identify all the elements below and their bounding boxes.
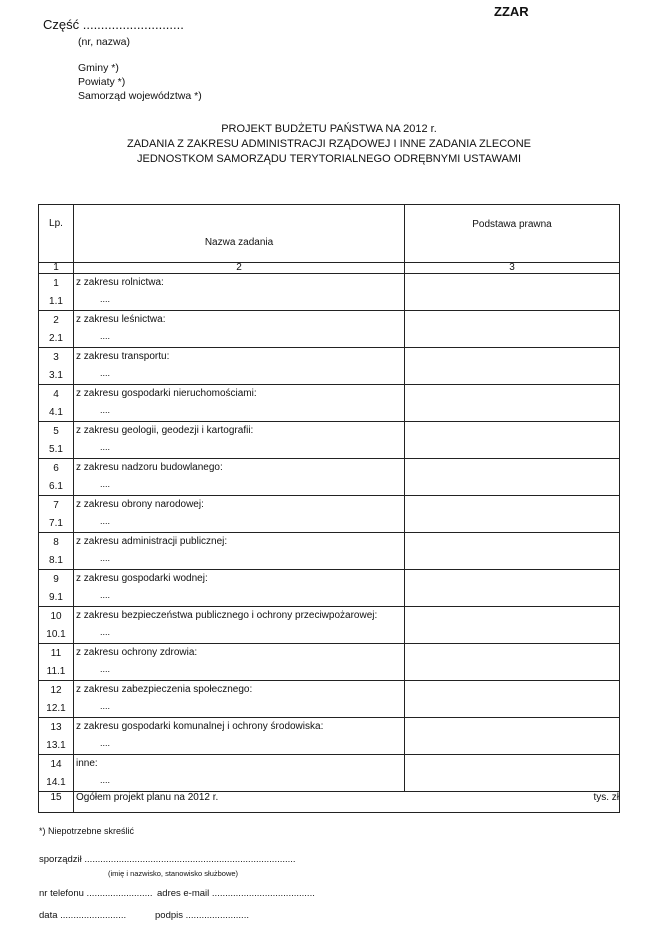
podpis-field: podpis ........................: [155, 910, 249, 921]
row-legal-basis[interactable]: [405, 607, 620, 644]
footnote: *) Niepotrzebne skreślić: [39, 826, 135, 836]
table-row: [39, 533, 620, 570]
row-sub-no: 6.1: [49, 481, 63, 492]
row-number: [39, 570, 74, 607]
row-dots: ....: [100, 701, 111, 711]
row-number: [39, 496, 74, 533]
telefon-field: nr telefonu .........................: [39, 888, 153, 899]
row-label: z zakresu leśnictwa:: [76, 314, 166, 325]
row-no: 2: [53, 315, 59, 326]
total-unit: tys. zł: [405, 792, 620, 813]
row-task-name: [74, 570, 405, 607]
row-task-name: [74, 681, 405, 718]
row-sub-no: 4.1: [49, 407, 63, 418]
table-row: [39, 570, 620, 607]
email-field: adres e-mail .......................................: [157, 888, 315, 899]
row-task-name: [74, 755, 405, 792]
row-dots: ....: [100, 590, 111, 600]
col-number-1: 1: [39, 263, 74, 274]
total-label: [74, 792, 405, 813]
row-task-name: [74, 348, 405, 385]
row-legal-basis[interactable]: [405, 422, 620, 459]
budget-table: [38, 204, 620, 813]
row-number: [39, 348, 74, 385]
table-row: [39, 385, 620, 422]
row-legal-basis[interactable]: [405, 459, 620, 496]
row-sub-no: 2.1: [49, 333, 63, 344]
row-label: z zakresu gospodarki komunalnej i ochrony środowiska:: [76, 721, 324, 732]
row-number: [39, 755, 74, 792]
row-dots: ....: [100, 775, 111, 785]
title-line-3: JEDNOSTKOM SAMORZĄDU TERYTORIALNEGO ODRĘBNYMI USTAWAMI: [136, 153, 522, 165]
table-row: [39, 348, 620, 385]
table-row: [39, 718, 620, 755]
row-no: 9: [53, 574, 59, 585]
col-number-3: 3: [405, 263, 620, 274]
header-row: [39, 205, 620, 263]
row-label: z zakresu ochrony zdrowia:: [76, 647, 198, 658]
row-sub-no: 13.1: [46, 740, 66, 751]
row-legal-basis[interactable]: [405, 718, 620, 755]
row-dots: ....: [100, 479, 111, 489]
sporzadzil-field: sporządził ................................................................................: [39, 854, 296, 865]
table-row: [39, 422, 620, 459]
row-sub-no: 10.1: [46, 629, 66, 640]
row-number: [39, 459, 74, 496]
row-no: 5: [53, 426, 59, 437]
header-name: Nazwa zadania: [74, 205, 405, 263]
table-row: [39, 607, 620, 644]
row-label: z zakresu gospodarki wodnej:: [76, 573, 208, 584]
row-number: [39, 644, 74, 681]
table-row: [39, 459, 620, 496]
row-legal-basis[interactable]: [405, 311, 620, 348]
row-task-name: [74, 274, 405, 311]
row-task-name: [74, 644, 405, 681]
row-dots: ....: [100, 664, 111, 674]
row-sub-no: 1.1: [49, 296, 63, 307]
title-line-2: ZADANIA Z ZAKRESU ADMINISTRACJI RZĄDOWEJ I INNE ZADANIA ZLECONE: [127, 138, 531, 150]
row-legal-basis[interactable]: [405, 533, 620, 570]
row-legal-basis[interactable]: [405, 348, 620, 385]
row-label: z zakresu obrony narodowej:: [76, 499, 204, 510]
row-task-name: [74, 533, 405, 570]
row-legal-basis[interactable]: [405, 274, 620, 311]
table-row: [39, 496, 620, 533]
gminy-label: Gminy *): [78, 62, 119, 74]
row-no: 13: [50, 722, 62, 733]
col-number-2: 2: [74, 263, 405, 274]
total-row: [39, 792, 620, 813]
row-dots: ....: [100, 442, 111, 452]
row-number: [39, 681, 74, 718]
row-dots: ....: [100, 294, 111, 304]
czesc-field: Część ............................: [43, 17, 184, 32]
row-no: 3: [53, 352, 59, 363]
data-field: data .........................: [39, 910, 127, 921]
total-label-text: Ogółem projekt planu na 2012 r.: [76, 792, 219, 803]
row-sub-no: 3.1: [49, 370, 63, 381]
row-label: z zakresu bezpieczeństwa publicznego i ochrony przeciwpożarowej:: [76, 610, 378, 621]
nr-nazwa-hint: (nr, nazwa): [78, 36, 130, 48]
row-dots: ....: [100, 331, 111, 341]
row-task-name: [74, 422, 405, 459]
row-task-name: [74, 607, 405, 644]
row-dots: ....: [100, 738, 111, 748]
row-label: z zakresu geologii, geodezji i kartografii:: [76, 425, 254, 436]
title-line-1: PROJEKT BUDŻETU PAŃSTWA NA 2012 r.: [221, 123, 437, 135]
row-sub-no: 11.1: [46, 666, 66, 677]
row-sub-no: 5.1: [49, 444, 63, 455]
row-sub-no: 8.1: [49, 555, 63, 566]
row-task-name: [74, 385, 405, 422]
row-sub-no: 12.1: [46, 703, 66, 714]
header-lp: Lp.: [39, 205, 74, 263]
row-no: 6: [53, 463, 59, 474]
table-row: [39, 755, 620, 792]
document-title: [0, 122, 658, 167]
row-label: z zakresu rolnictwa:: [76, 277, 164, 288]
table-row: [39, 274, 620, 311]
row-no: 11: [50, 648, 62, 659]
row-label: z zakresu transportu:: [76, 351, 170, 362]
row-legal-basis[interactable]: [405, 385, 620, 422]
row-legal-basis[interactable]: [405, 570, 620, 607]
samorzad-label: Samorząd województwa *): [78, 90, 202, 102]
row-task-name: [74, 311, 405, 348]
column-number-row: [39, 263, 620, 274]
row-legal-basis[interactable]: [405, 496, 620, 533]
row-task-name: [74, 496, 405, 533]
row-dots: ....: [100, 368, 111, 378]
row-no: 1: [53, 278, 59, 289]
row-number: [39, 385, 74, 422]
row-sub-no: 9.1: [49, 592, 63, 603]
row-no: 4: [53, 389, 59, 400]
row-label: z zakresu zabezpieczenia społecznego:: [76, 684, 253, 695]
row-number: [39, 607, 74, 644]
row-sub-no: 14.1: [46, 777, 66, 788]
row-sub-no: 7.1: [49, 518, 63, 529]
header-basis: Podstawa prawna: [405, 205, 620, 263]
row-number: [39, 718, 74, 755]
row-no: 7: [53, 500, 59, 511]
row-legal-basis[interactable]: [405, 755, 620, 792]
row-label: inne:: [76, 758, 98, 769]
imie-hint: (imię i nazwisko, stanowisko służbowe): [108, 869, 239, 878]
row-no: 8: [53, 537, 59, 548]
row-label: z zakresu nadzoru budowlanego:: [76, 462, 223, 473]
row-dots: ....: [100, 553, 111, 563]
row-legal-basis[interactable]: [405, 681, 620, 718]
row-number: [39, 422, 74, 459]
row-task-name: [74, 459, 405, 496]
form-code: ZZAR: [494, 4, 529, 19]
row-dots: ....: [100, 516, 111, 526]
row-task-name: [74, 718, 405, 755]
row-legal-basis[interactable]: [405, 644, 620, 681]
row-dots: ....: [100, 627, 111, 637]
table-row: [39, 644, 620, 681]
row-no: 12: [50, 685, 62, 696]
row-number: [39, 533, 74, 570]
row-number: [39, 311, 74, 348]
table-row: [39, 681, 620, 718]
row-label: z zakresu gospodarki nieruchomościami:: [76, 388, 257, 399]
powiaty-label: Powiaty *): [78, 76, 126, 88]
row-no: 14: [50, 759, 62, 770]
table-row: [39, 311, 620, 348]
total-no: 15: [39, 792, 74, 813]
row-number: [39, 274, 74, 311]
row-no: 10: [50, 611, 62, 622]
row-label: z zakresu administracji publicznej:: [76, 536, 228, 547]
row-dots: ....: [100, 405, 111, 415]
